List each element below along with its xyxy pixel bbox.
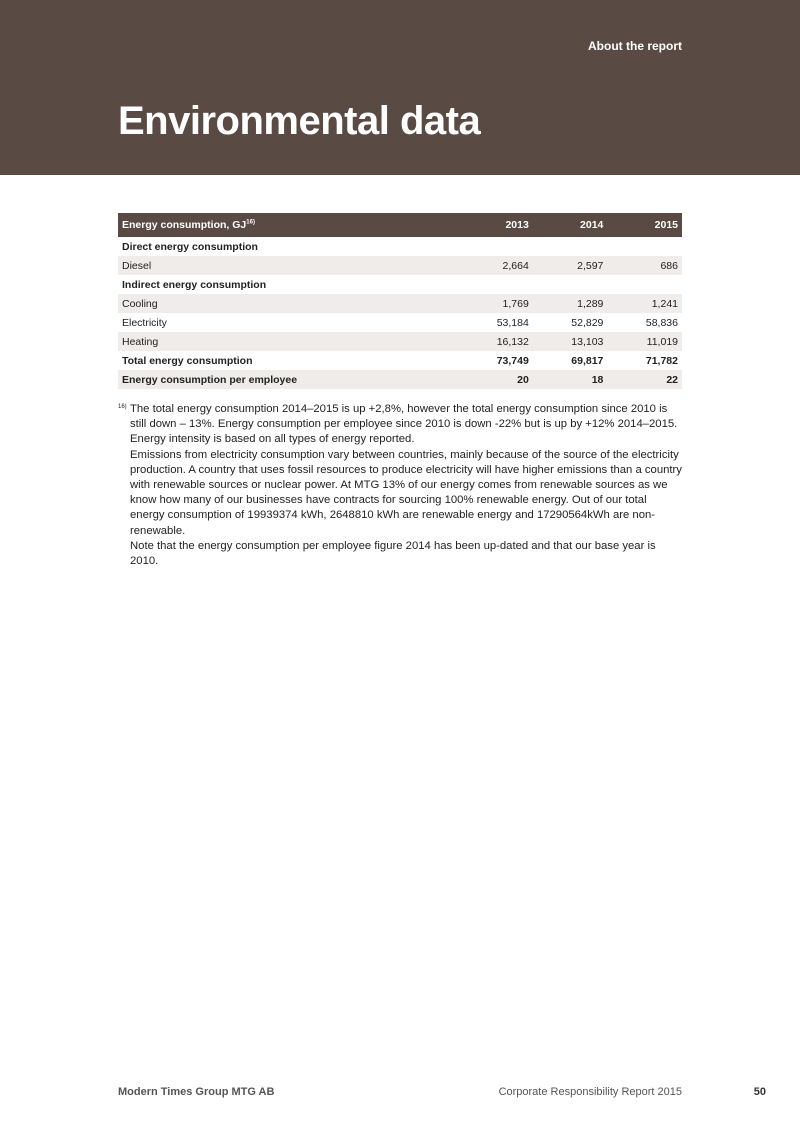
footer-company: Modern Times Group MTG AB <box>118 1086 275 1098</box>
section-label: About the report <box>588 39 682 53</box>
footnote-ref: 16) <box>246 219 255 226</box>
cell-value <box>533 237 608 256</box>
row-label: Indirect energy consumption <box>122 278 267 291</box>
table-row <box>118 294 682 313</box>
column-header-2015: 2015 <box>607 213 682 237</box>
footnote-mark: 16) <box>118 404 127 410</box>
cell-value: 22 <box>607 370 682 389</box>
footnote-paragraph: Emissions from electricity consumption vary between countries, mainly because of the source of the electricity production. A country that uses fossil resources to produce electricity will have higher emissions than a country with renewable sources or nuclear power. At MTG 13% of our energy comes from renewable sources as we know how many of our businesses have contracts for sourcing 100% renewable energy. Out of our total energy consumption of 19939374 kWh, 2648810 kWh are renewable energy and 17290564kWh are non-renewable. <box>130 448 682 537</box>
cell-value: 11,019 <box>607 332 682 351</box>
cell-value: 1,289 <box>533 294 608 313</box>
row-label: Diesel <box>118 256 458 275</box>
footnote-body <box>130 402 682 569</box>
cell-value: 52,829 <box>571 316 604 329</box>
table-row <box>118 237 682 256</box>
cell-value: 20 <box>458 370 533 389</box>
page-title: Environmental data <box>118 99 481 143</box>
energy-consumption-table <box>118 213 682 389</box>
cell-value: 73,749 <box>496 354 529 367</box>
cell-value: 18 <box>533 370 608 389</box>
table-row <box>118 256 682 275</box>
cell-value <box>533 275 608 294</box>
cell-value: 13,103 <box>533 332 608 351</box>
cell-value <box>458 275 533 294</box>
cell-value: 1,769 <box>458 294 533 313</box>
cell-value <box>607 275 682 294</box>
table-row <box>118 370 682 389</box>
footer-report-title: Corporate Responsibility Report 2015 <box>498 1086 682 1098</box>
column-header-2013: 2013 <box>458 213 533 237</box>
row-label: Electricity <box>122 316 167 329</box>
cell-value: 1,241 <box>607 294 682 313</box>
cell-value: 686 <box>607 256 682 275</box>
table-body <box>118 237 682 389</box>
row-label: Total energy consumption <box>122 354 253 367</box>
footnote-paragraph: The total energy consumption 2014–2015 is up +2,8%, however the total energy consumption since 2010 is still down – 13%. Energy consumption per employee since 2010 is down -22% but is up by +12% 2014–2015. Energy intensity is based on all types of energy reported. <box>130 403 678 446</box>
page-header <box>0 0 800 175</box>
table-header-row <box>118 213 682 237</box>
cell-value: 58,836 <box>645 316 678 329</box>
column-header-label: Energy consumption, GJ$^{16)}$ <box>118 213 458 237</box>
table-row <box>118 332 682 351</box>
cell-value <box>607 237 682 256</box>
row-label: Heating <box>118 332 458 351</box>
row-label: Cooling <box>118 294 458 313</box>
cell-value: 53,184 <box>496 316 529 329</box>
page-number: 50 <box>753 1086 766 1098</box>
table-row <box>118 313 682 332</box>
cell-value: 2,597 <box>533 256 608 275</box>
footnote-paragraph: Note that the energy consumption per employee figure 2014 has been up-dated and that our base year is 2010. <box>130 539 656 568</box>
row-label: Direct energy consumption <box>122 240 258 253</box>
table-row <box>118 351 682 370</box>
table-row <box>118 275 682 294</box>
cell-value: 2,664 <box>458 256 533 275</box>
row-label: Energy consumption per employee <box>118 370 458 389</box>
cell-value <box>458 237 533 256</box>
footnote <box>118 402 682 569</box>
cell-value: 16,132 <box>458 332 533 351</box>
column-header-2014: 2014 <box>533 213 608 237</box>
cell-value: 69,817 <box>571 354 604 367</box>
cell-value: 71,782 <box>645 354 678 367</box>
